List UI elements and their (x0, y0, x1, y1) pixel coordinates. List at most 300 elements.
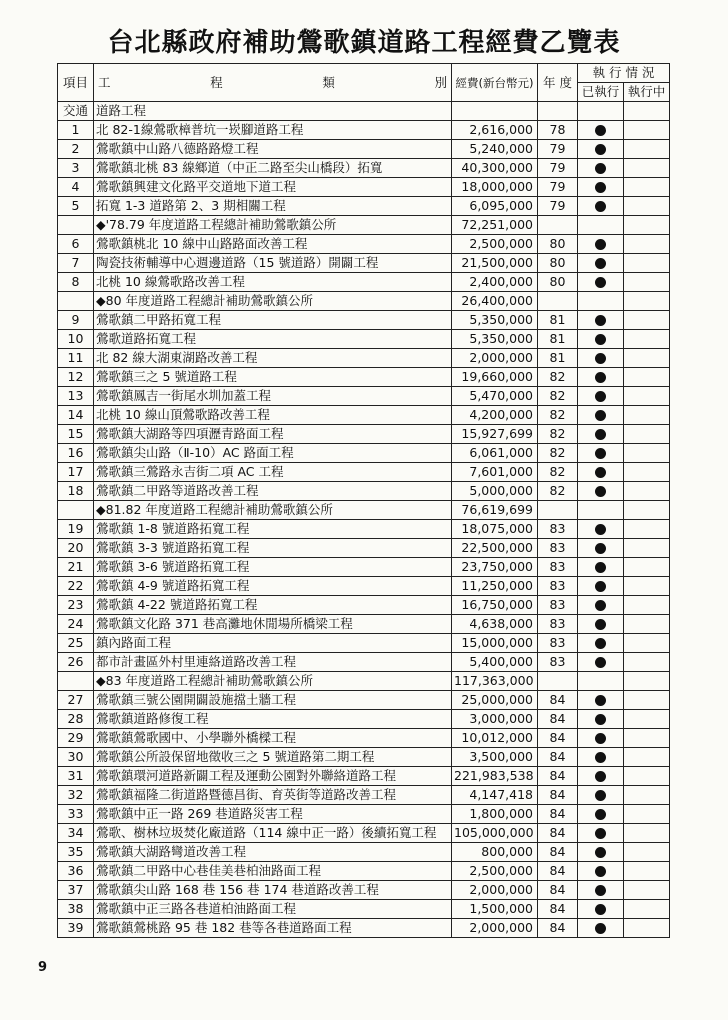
row-project-name: 鶯歌鎮中正一路 269 巷道路災害工程 (94, 805, 452, 824)
row-project-name: 鶯歌鎮道路修復工程 (94, 710, 452, 729)
done-dot-icon (595, 467, 606, 478)
table-row (58, 311, 670, 330)
row-done-cell (578, 767, 624, 786)
row-amount: 5,350,000 (452, 330, 538, 349)
subtotal-label: ◆80 年度道路工程總計補助鶯歌鎮公所 (94, 292, 452, 311)
table-row (58, 520, 670, 539)
row-year: 84 (538, 691, 578, 710)
row-doing-cell (624, 558, 670, 577)
done-dot-icon (595, 125, 606, 136)
row-project-name: 北 82 線大湖東湖路改善工程 (94, 349, 452, 368)
row-amount: 1,500,000 (452, 900, 538, 919)
row-done-cell (578, 387, 624, 406)
done-dot-icon (595, 828, 606, 839)
row-item-no: 21 (58, 558, 94, 577)
row-amount: 1,800,000 (452, 805, 538, 824)
row-project-name: 鶯歌鎮 4-22 號道路拓寬工程 (94, 596, 452, 615)
row-item-no: 20 (58, 539, 94, 558)
header-project-type-part: 程 (210, 74, 223, 90)
row-year: 84 (538, 862, 578, 881)
table-row (58, 235, 670, 254)
row-project-name: 鶯歌鎮大湖路彎道改善工程 (94, 843, 452, 862)
done-dot-icon (595, 657, 606, 668)
row-doing-cell (624, 862, 670, 881)
row-project-name: 鶯歌道路拓寬工程 (94, 330, 452, 349)
done-dot-icon (595, 486, 606, 497)
row-doing-cell (624, 691, 670, 710)
row-item-no: 35 (58, 843, 94, 862)
row-project-name: 鶯歌鎮興建文化路平交道地下道工程 (94, 178, 452, 197)
row-project-name: 鶯歌鎮文化路 371 巷高灘地休閒場所橋梁工程 (94, 615, 452, 634)
row-project-name: 都市計畫區外村里連絡道路改善工程 (94, 653, 452, 672)
row-project-name: 北桃 10 線山頂鶯歌路改善工程 (94, 406, 452, 425)
row-year: 81 (538, 349, 578, 368)
row-item-no: 16 (58, 444, 94, 463)
subtotal-row (58, 672, 670, 691)
table-row (58, 482, 670, 501)
row-doing-cell (624, 235, 670, 254)
row-doing-cell (624, 824, 670, 843)
table-row (58, 767, 670, 786)
row-year (538, 672, 578, 691)
row-year: 83 (538, 596, 578, 615)
done-dot-icon (595, 201, 606, 212)
row-doing-cell (624, 539, 670, 558)
done-dot-icon (595, 524, 606, 535)
row-item-no: 18 (58, 482, 94, 501)
row-done-cell (578, 349, 624, 368)
row-year: 78 (538, 121, 578, 140)
row-item-no (58, 672, 94, 691)
row-item-no: 6 (58, 235, 94, 254)
row-doing-cell (624, 672, 670, 691)
table-row (58, 843, 670, 862)
row-done-cell (578, 824, 624, 843)
row-year: 82 (538, 482, 578, 501)
row-doing-cell (624, 634, 670, 653)
row-amount: 2,500,000 (452, 235, 538, 254)
table-row (58, 178, 670, 197)
table-row (58, 425, 670, 444)
done-dot-icon (595, 372, 606, 383)
row-project-name: 鶯歌鎮二甲路中心巷佳美巷柏油路面工程 (94, 862, 452, 881)
row-done-cell (578, 729, 624, 748)
row-done-cell (578, 368, 624, 387)
row-done-cell (578, 786, 624, 805)
done-dot-icon (595, 809, 606, 820)
row-year: 83 (538, 634, 578, 653)
row-done-cell (578, 463, 624, 482)
row-project-name: 北桃 10 線鶯歌路改善工程 (94, 273, 452, 292)
subtotal-amount: 76,619,699 (452, 501, 538, 520)
done-dot-icon (595, 144, 606, 155)
row-amount: 22,500,000 (452, 539, 538, 558)
table-row (58, 197, 670, 216)
row-item-no: 37 (58, 881, 94, 900)
row-doing-cell (624, 748, 670, 767)
row-amount: 7,601,000 (452, 463, 538, 482)
row-year: 80 (538, 254, 578, 273)
row-amount: 3,500,000 (452, 748, 538, 767)
done-dot-icon (595, 714, 606, 725)
row-doing-cell (624, 805, 670, 824)
row-done-cell (578, 710, 624, 729)
row-project-name: 鶯歌鎮北桃 83 線鄉道（中正二路至尖山橋段）拓寬 (94, 159, 452, 178)
row-amount: 2,000,000 (452, 349, 538, 368)
table-row (58, 463, 670, 482)
row-doing-cell (624, 216, 670, 235)
done-dot-icon (595, 239, 606, 250)
table-row (58, 539, 670, 558)
row-done-cell (578, 615, 624, 634)
row-done-cell (578, 197, 624, 216)
row-amount: 2,500,000 (452, 862, 538, 881)
row-year: 79 (538, 178, 578, 197)
row-year: 84 (538, 786, 578, 805)
done-dot-icon (595, 771, 606, 782)
row-amount: 18,075,000 (452, 520, 538, 539)
row-doing-cell (624, 178, 670, 197)
table-row (58, 596, 670, 615)
done-dot-icon (595, 923, 606, 934)
row-amount: 11,250,000 (452, 577, 538, 596)
row-year: 84 (538, 767, 578, 786)
header-project-type (94, 64, 452, 102)
row-done-cell (578, 159, 624, 178)
row-year: 82 (538, 425, 578, 444)
table-row (58, 159, 670, 178)
row-project-name: 鶯歌鎮公所設保留地徵收三之 5 號道路第二期工程 (94, 748, 452, 767)
row-done-cell (578, 520, 624, 539)
row-item-no: 32 (58, 786, 94, 805)
row-year: 79 (538, 197, 578, 216)
row-doing-cell (624, 463, 670, 482)
row-done-cell (578, 881, 624, 900)
done-dot-icon (595, 733, 606, 744)
row-doing-cell (624, 710, 670, 729)
row-project-name: 鶯歌鎮 4-9 號道路拓寬工程 (94, 577, 452, 596)
done-dot-icon (595, 543, 606, 554)
row-done-cell (578, 140, 624, 159)
page-number: 9 (38, 960, 48, 975)
done-dot-icon (595, 410, 606, 421)
row-project-name: 拓寬 1-3 道路第 2、3 期相關工程 (94, 197, 452, 216)
row-done-cell (578, 919, 624, 938)
row-doing-cell (624, 615, 670, 634)
row-amount: 25,000,000 (452, 691, 538, 710)
row-doing-cell (624, 520, 670, 539)
row-item-no: 9 (58, 311, 94, 330)
table-row (58, 786, 670, 805)
row-amount: 18,000,000 (452, 178, 538, 197)
row-doing-cell (624, 577, 670, 596)
page-title: 台北縣政府補助鶯歌鎮道路工程經費乙覽表 (107, 28, 621, 58)
row-amount: 15,927,699 (452, 425, 538, 444)
row-amount: 16,750,000 (452, 596, 538, 615)
row-year: 82 (538, 387, 578, 406)
row-doing-cell (624, 330, 670, 349)
row-done-cell (578, 482, 624, 501)
row-item-no: 25 (58, 634, 94, 653)
table-row (58, 653, 670, 672)
row-done-cell (578, 596, 624, 615)
table-row (58, 254, 670, 273)
row-item-no: 14 (58, 406, 94, 425)
row-item-no (58, 501, 94, 520)
table-row (58, 615, 670, 634)
row-item-no: 39 (58, 919, 94, 938)
row-done-cell (578, 425, 624, 444)
row-project-name: 鶯歌鎮三之 5 號道路工程 (94, 368, 452, 387)
done-dot-icon (595, 562, 606, 573)
done-dot-icon (595, 904, 606, 915)
row-item-no: 13 (58, 387, 94, 406)
row-item-no: 31 (58, 767, 94, 786)
row-item-no: 33 (58, 805, 94, 824)
row-year: 83 (538, 539, 578, 558)
row-project-name: 鶯歌鎮鶯桃路 95 巷 182 巷等各巷道路面工程 (94, 919, 452, 938)
done-dot-icon (595, 315, 606, 326)
row-done-cell (578, 653, 624, 672)
row-project-name: 鶯歌鎮 3-6 號道路拓寬工程 (94, 558, 452, 577)
row-doing-cell (624, 387, 670, 406)
row-year: 79 (538, 159, 578, 178)
row-project-name: 鶯歌、樹林垃圾焚化廠道路（114 線中正一路）後續拓寬工程 (94, 824, 452, 843)
row-project-name: 鶯歌鎮鶯歌國中、小學聯外橋樑工程 (94, 729, 452, 748)
row-year: 84 (538, 729, 578, 748)
done-dot-icon (595, 277, 606, 288)
row-done-cell (578, 748, 624, 767)
row-doing-cell (624, 121, 670, 140)
done-dot-icon (595, 885, 606, 896)
row-year: 83 (538, 615, 578, 634)
row-doing-cell (624, 425, 670, 444)
row-done-cell (578, 444, 624, 463)
row-done-cell (578, 406, 624, 425)
row-item-no: 29 (58, 729, 94, 748)
row-doing-cell (624, 159, 670, 178)
subtotal-amount: 117,363,000 (452, 672, 538, 691)
row-year: 84 (538, 748, 578, 767)
row-item-no: 3 (58, 159, 94, 178)
subtotal-row (58, 216, 670, 235)
table-row (58, 444, 670, 463)
row-project-name: 鶯歌鎮二甲路拓寬工程 (94, 311, 452, 330)
row-doing-cell (624, 273, 670, 292)
row-item-no: 30 (58, 748, 94, 767)
row-item-no: 36 (58, 862, 94, 881)
table-row (58, 881, 670, 900)
done-dot-icon (595, 638, 606, 649)
row-year: 82 (538, 444, 578, 463)
row-doing-cell (624, 786, 670, 805)
done-dot-icon (595, 163, 606, 174)
row-amount: 4,147,418 (452, 786, 538, 805)
row-done-cell (578, 558, 624, 577)
done-dot-icon (595, 391, 606, 402)
row-doing-cell (624, 900, 670, 919)
row-doing-cell (624, 311, 670, 330)
row-doing-cell (624, 406, 670, 425)
row-year: 80 (538, 235, 578, 254)
done-dot-icon (595, 695, 606, 706)
header-doing: 執行中 (624, 83, 670, 102)
header-project-type-part: 類 (322, 74, 335, 90)
row-year: 81 (538, 311, 578, 330)
row-done-cell (578, 539, 624, 558)
row-project-name: 鶯歌鎮鳳吉一街尾水圳加蓋工程 (94, 387, 452, 406)
row-item-no: 38 (58, 900, 94, 919)
row-amount: 2,000,000 (452, 881, 538, 900)
row-doing-cell (624, 254, 670, 273)
table-row (58, 140, 670, 159)
subtotal-amount: 26,400,000 (452, 292, 538, 311)
row-item-no: 12 (58, 368, 94, 387)
row-amount: 2,400,000 (452, 273, 538, 292)
row-done-cell (578, 235, 624, 254)
done-dot-icon (595, 353, 606, 364)
done-dot-icon (595, 790, 606, 801)
row-doing-cell (624, 349, 670, 368)
row-amount: 6,061,000 (452, 444, 538, 463)
table-row (58, 805, 670, 824)
row-project-name: 陶瓷技術輔導中心週邊道路（15 號道路）開闢工程 (94, 254, 452, 273)
row-doing-cell (624, 767, 670, 786)
subtotal-label: ◆81.82 年度道路工程總計補助鶯歌鎮公所 (94, 501, 452, 520)
row-item-no: 8 (58, 273, 94, 292)
row-project-name: 鶯歌鎮尖山路 168 巷 156 巷 174 巷道路改善工程 (94, 881, 452, 900)
row-year: 83 (538, 577, 578, 596)
row-project-name: 鶯歌鎮 3-3 號道路拓寬工程 (94, 539, 452, 558)
table-row (58, 577, 670, 596)
row-year (538, 292, 578, 311)
row-doing-cell (624, 140, 670, 159)
category-row (58, 102, 670, 121)
row-item-no (58, 216, 94, 235)
header-project-type-part: 別 (434, 74, 447, 90)
row-year: 82 (538, 406, 578, 425)
header-year: 年 度 (538, 64, 578, 102)
row-amount: 800,000 (452, 843, 538, 862)
row-item-no (58, 292, 94, 311)
row-year: 82 (538, 368, 578, 387)
row-item-no: 4 (58, 178, 94, 197)
row-done-cell (578, 216, 624, 235)
row-year: 84 (538, 805, 578, 824)
row-doing-cell (624, 919, 670, 938)
row-amount: 3,000,000 (452, 710, 538, 729)
table-row (58, 273, 670, 292)
row-year: 82 (538, 463, 578, 482)
row-amount: 21,500,000 (452, 254, 538, 273)
table-row (58, 710, 670, 729)
table-row (58, 121, 670, 140)
row-done-cell (578, 843, 624, 862)
table-row (58, 691, 670, 710)
done-dot-icon (595, 847, 606, 858)
done-dot-icon (595, 581, 606, 592)
row-project-name: 鶯歌鎮尖山路（Ⅱ-10）AC 路面工程 (94, 444, 452, 463)
header-exec-status: 執 行 情 況 (578, 64, 670, 83)
done-dot-icon (595, 619, 606, 630)
row-item-no: 7 (58, 254, 94, 273)
category-label: 交通 (58, 102, 94, 121)
done-dot-icon (595, 752, 606, 763)
row-year: 83 (538, 520, 578, 539)
table-row (58, 748, 670, 767)
row-item-no: 10 (58, 330, 94, 349)
row-project-name: 鶯歌鎮三鶯路永吉街二項 AC 工程 (94, 463, 452, 482)
row-project-name: 鶯歌鎮環河道路新闢工程及運動公園對外聯絡道路工程 (94, 767, 452, 786)
table-row (58, 919, 670, 938)
header-project-type-part: 工 (98, 74, 111, 90)
row-doing-cell (624, 653, 670, 672)
row-project-name: 鶯歌鎮中山路八德路路燈工程 (94, 140, 452, 159)
row-item-no: 23 (58, 596, 94, 615)
done-dot-icon (595, 866, 606, 877)
row-item-no: 28 (58, 710, 94, 729)
row-item-no: 34 (58, 824, 94, 843)
row-amount: 4,638,000 (452, 615, 538, 634)
row-year: 84 (538, 710, 578, 729)
category-name: 道路工程 (94, 102, 452, 121)
expense-table (57, 63, 670, 938)
row-amount: 105,000,000 (452, 824, 538, 843)
subtotal-row (58, 292, 670, 311)
row-amount: 19,660,000 (452, 368, 538, 387)
row-year (538, 216, 578, 235)
subtotal-amount: 72,251,000 (452, 216, 538, 235)
row-project-name: 鶯歌鎮 1-8 號道路拓寬工程 (94, 520, 452, 539)
row-amount: 2,000,000 (452, 919, 538, 938)
row-doing-cell (624, 197, 670, 216)
done-dot-icon (595, 258, 606, 269)
subtotal-label: ◆'78.79 年度道路工程總計補助鶯歌鎮公所 (94, 216, 452, 235)
header-amount: 經費(新台幣元) (452, 64, 538, 102)
table-row (58, 862, 670, 881)
table-row (58, 900, 670, 919)
header-item-no: 項目 (58, 64, 94, 102)
row-year: 83 (538, 558, 578, 577)
row-item-no: 11 (58, 349, 94, 368)
row-item-no: 19 (58, 520, 94, 539)
row-year: 84 (538, 843, 578, 862)
table-row (58, 406, 670, 425)
row-doing-cell (624, 881, 670, 900)
table-row (58, 824, 670, 843)
row-year: 79 (538, 140, 578, 159)
row-project-name: 北 82-1線鶯歌樟普坑一崁腳道路工程 (94, 121, 452, 140)
row-done-cell (578, 254, 624, 273)
table-row (58, 368, 670, 387)
header-done: 已執行 (578, 83, 624, 102)
done-dot-icon (595, 429, 606, 440)
row-project-name: 鶯歌鎮桃北 10 線中山路路面改善工程 (94, 235, 452, 254)
row-item-no: 5 (58, 197, 94, 216)
row-amount: 5,400,000 (452, 653, 538, 672)
row-item-no: 27 (58, 691, 94, 710)
row-year: 84 (538, 881, 578, 900)
done-dot-icon (595, 600, 606, 611)
table-row (58, 349, 670, 368)
row-year (538, 501, 578, 520)
row-amount: 15,000,000 (452, 634, 538, 653)
row-amount: 10,012,000 (452, 729, 538, 748)
row-item-no: 2 (58, 140, 94, 159)
row-done-cell (578, 501, 624, 520)
row-project-name: 鶯歌鎮三號公園開闢設施擋土牆工程 (94, 691, 452, 710)
row-item-no: 24 (58, 615, 94, 634)
